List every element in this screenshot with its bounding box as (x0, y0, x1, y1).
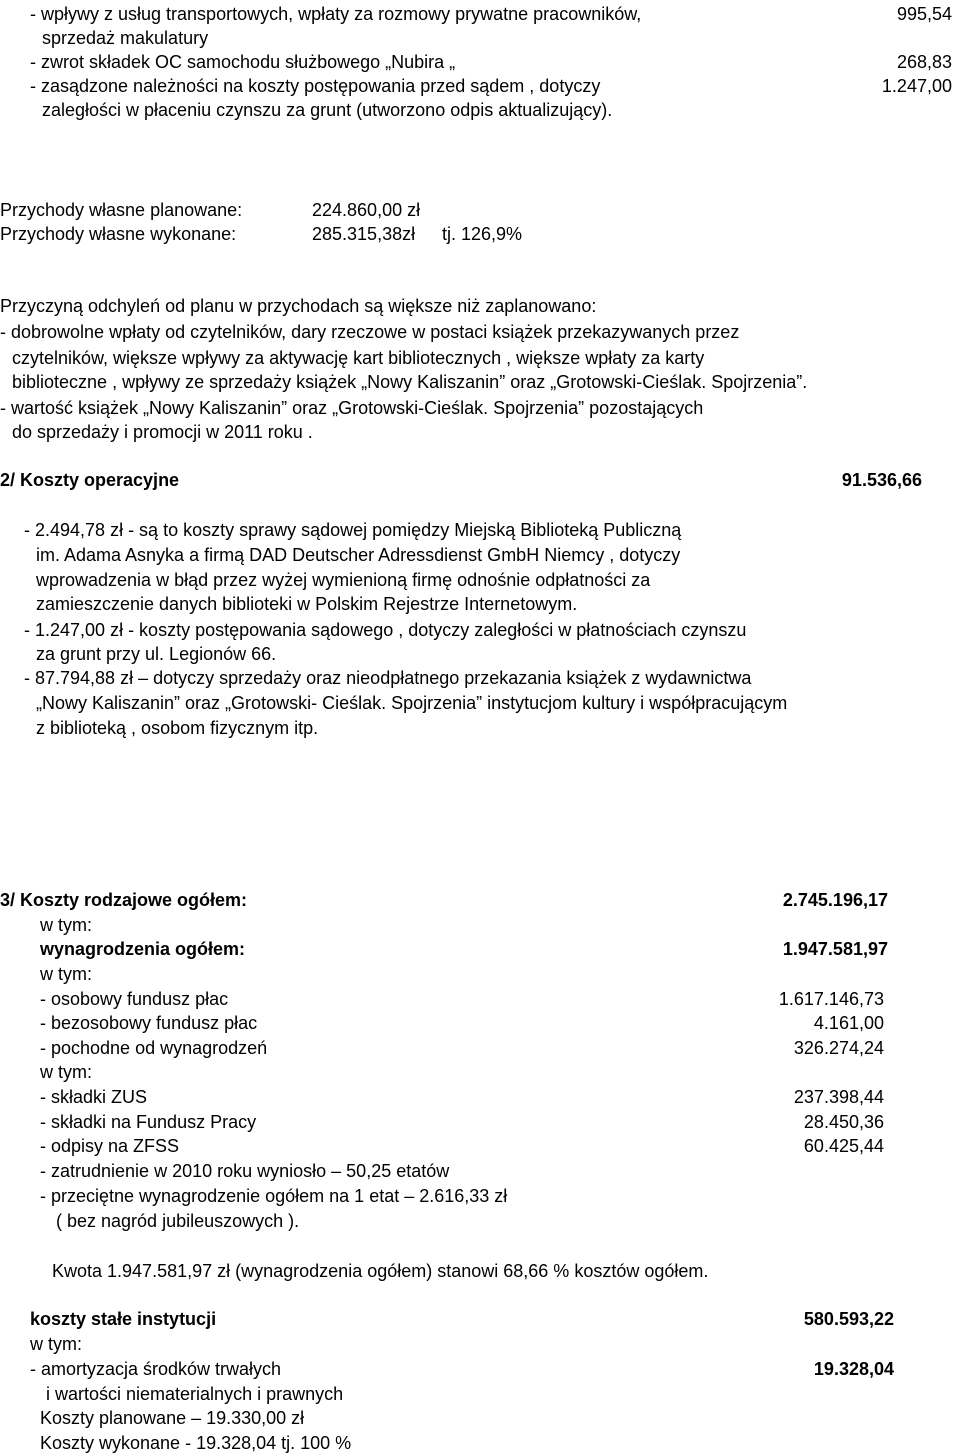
operating-costs-line-4: zamieszczenie danych biblioteki w Polskim Rejestrze Internetowym. (36, 594, 578, 614)
wages-total: 1.947.581,97 (782, 939, 888, 959)
generic-costs-wtym-2: w tym: (40, 964, 92, 984)
own-income-executed-label: Przychody własne wykonane: (0, 224, 237, 244)
average-wage-line: - przeciętne wynagrodzenie ogółem na 1 etat – 2.616,33 zł (40, 1186, 508, 1206)
wages-row-1-label: - osobowy fundusz płac (40, 989, 229, 1009)
deviation-line-1: - dobrowolne wpłaty od czytelników, dary rzeczowe w postaci książek przekazywanych przez (0, 322, 740, 342)
income-item-3-line-2: zaległości w płaceniu czynszu za grunt (utworzono odpis aktualizujący). (42, 100, 613, 120)
fixed-costs-planned: Koszty planowane – 19.330,00 zł (40, 1408, 305, 1428)
wages-row-3-value: 326.274,24 (793, 1038, 884, 1058)
wages-row-2-value: 4.161,00 (813, 1013, 884, 1033)
contrib-row-2-value: 28.450,36 (803, 1112, 884, 1132)
operating-costs-line-5: - 1.247,00 zł - koszty postępowania sądowego , dotyczy zaległości w płatnościach czynszu (24, 620, 747, 640)
wages-row-1-value: 1.617.146,73 (778, 989, 884, 1009)
amortization-line-2: i wartości niematerialnych i prawnych (46, 1384, 344, 1404)
generic-costs-wtym-1: w tym: (40, 915, 92, 935)
operating-costs-line-6: za grunt przy ul. Legionów 66. (36, 644, 277, 664)
operating-costs-total: 91.536,66 (841, 470, 922, 490)
generic-costs-wtym-3: w tym: (40, 1062, 92, 1082)
income-item-1-line-2: sprzedaż makulatury (42, 28, 209, 48)
operating-costs-line-9: z biblioteką , osobom fizycznym itp. (36, 718, 319, 738)
income-item-2-amount: 268,83 (896, 52, 952, 72)
deviation-line-4: - wartość książek „Nowy Kaliszanin” oraz „Grotowski-Cieślak. Spojrzenia” pozostających (0, 398, 704, 418)
operating-costs-heading: 2/ Koszty operacyjne (0, 470, 180, 490)
employment-line: - zatrudnienie w 2010 roku wyniosło – 50,25 etatów (40, 1161, 450, 1181)
amortization-value: 19.328,04 (813, 1359, 894, 1379)
fixed-costs-heading: koszty stałe instytucji (30, 1309, 217, 1329)
average-wage-note: ( bez nagród jubileuszowych ). (56, 1211, 300, 1231)
fixed-costs-wtym: w tym: (30, 1334, 82, 1354)
operating-costs-line-2: im. Adama Asnyka a firmą DAD Deutscher Adressdienst GmbH Niemcy , dotyczy (36, 545, 681, 565)
contrib-row-3-label: - odpisy na ZFSS (40, 1136, 180, 1156)
operating-costs-line-8: „Nowy Kaliszanin” oraz „Grotowski- Cieślak. Spojrzenia” instytucjom kultury i współpracującym (36, 693, 788, 713)
wages-label: wynagrodzenia ogółem: (40, 939, 246, 959)
generic-costs-total: 2.745.196,17 (782, 890, 888, 910)
amortization-line-1: - amortyzacja środków trwałych (30, 1359, 282, 1379)
contrib-row-3-value: 60.425,44 (803, 1136, 884, 1156)
operating-costs-line-1: - 2.494,78 zł - są to koszty sprawy sądowej pomiędzy Miejską Biblioteką Publiczną (24, 520, 682, 540)
contrib-row-1-value: 237.398,44 (793, 1087, 884, 1107)
operating-costs-line-3: wprowadzenia w błąd przez wyżej wymienioną firmę odnośnie odpłatności za (36, 570, 651, 590)
income-item-2-line-1: - zwrot składek OC samochodu służbowego „Nubira „ (30, 52, 456, 72)
deviation-line-3: biblioteczne , wpływy ze sprzedaży książek „Nowy Kaliszanin” oraz „Grotowski-Cieślak. Spojrzenia”. (12, 372, 808, 392)
deviation-intro: Przyczyną odchyleń od planu w przychodach są większe niż zaplanowano: (0, 296, 597, 316)
own-income-planned-label: Przychody własne planowane: (0, 200, 243, 220)
fixed-costs-executed: Koszty wykonane - 19.328,04 tj. 100 % (40, 1433, 352, 1453)
own-income-executed-pct: tj. 126,9% (442, 224, 523, 244)
own-income-planned-value: 224.860,00 zł (312, 200, 421, 220)
contrib-row-1-label: - składki ZUS (40, 1087, 148, 1107)
wages-share-line: Kwota 1.947.581,97 zł (wynagrodzenia ogółem) stanowi 68,66 % kosztów ogółem. (52, 1261, 709, 1281)
deviation-line-5: do sprzedaży i promocji w 2011 roku . (12, 422, 313, 442)
generic-costs-heading: 3/ Koszty rodzajowe ogółem: (0, 890, 248, 910)
own-income-executed-value: 285.315,38zł (312, 224, 416, 244)
operating-costs-line-7: - 87.794,88 zł – dotyczy sprzedaży oraz nieodpłatnego przekazania książek z wydawnictwa (24, 668, 752, 688)
income-item-1-amount: 995,54 (896, 4, 952, 24)
deviation-line-2: czytelników, większe wpływy za aktywację kart bibliotecznych , większe wpłaty za karty (12, 348, 705, 368)
wages-row-3-label: - pochodne od wynagrodzeń (40, 1038, 268, 1058)
income-item-3-line-1: - zasądzone należności na koszty postępowania przed sądem , dotyczy (30, 76, 601, 96)
income-item-3-amount: 1.247,00 (881, 76, 952, 96)
wages-row-2-label: - bezosobowy fundusz płac (40, 1013, 258, 1033)
contrib-row-2-label: - składki na Fundusz Pracy (40, 1112, 257, 1132)
fixed-costs-total: 580.593,22 (803, 1309, 894, 1329)
income-item-1-line-1: - wpływy z usług transportowych, wpłaty za rozmowy prywatne pracowników, (30, 4, 642, 24)
